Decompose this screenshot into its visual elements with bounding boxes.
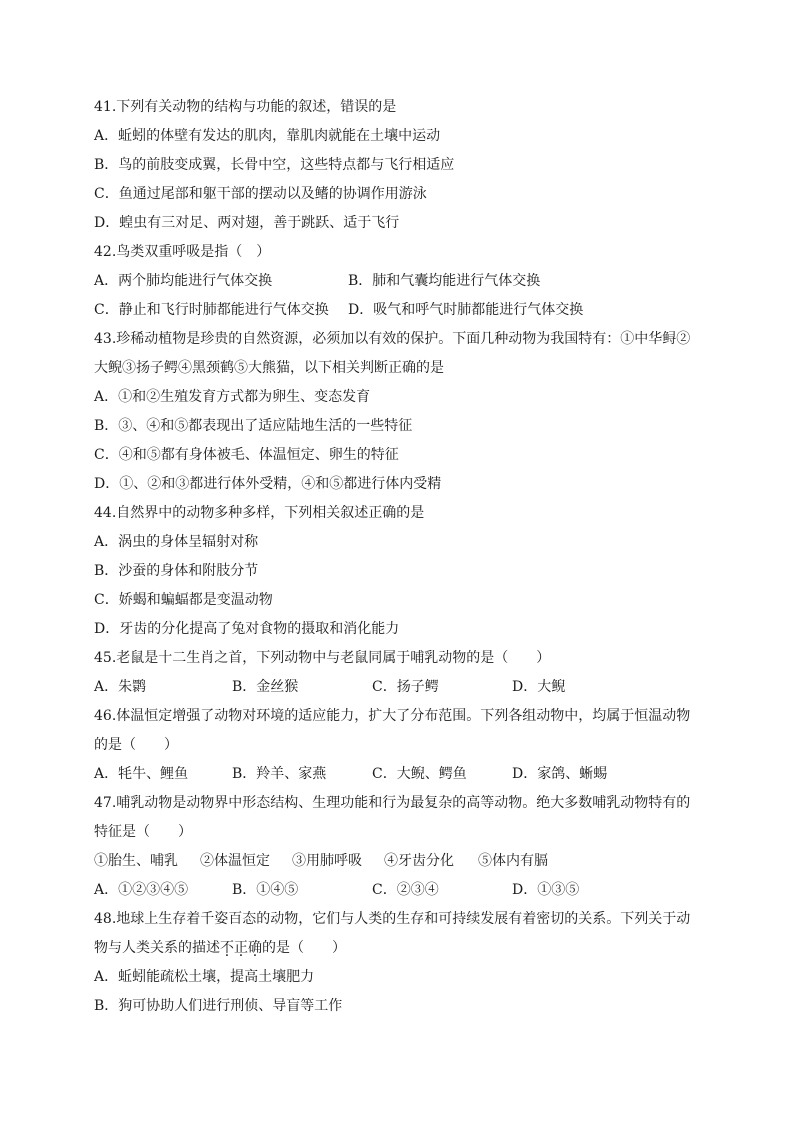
question-47-option-d: D．①③⑤: [512, 882, 580, 898]
question-41-stem: 41.下列有关动物的结构与功能的叙述，错误的是: [94, 99, 397, 115]
question-47-feature-3: ③用肺呼吸: [292, 853, 362, 869]
question-46-option-c: C．大鲵、鳄鱼: [372, 766, 467, 782]
question-44-stem: 44.自然界中的动物多种多样，下列相关叙述正确的是: [94, 505, 425, 521]
question-48-stem-prefix: 物与人类关系的描述: [94, 940, 220, 956]
question-43-stem-line-2: 大鲵③扬子鳄④黑颈鹤⑤大熊猫，以下相关判断正确的是: [94, 360, 444, 376]
emphasis-char-1: 不: [220, 940, 234, 956]
question-44-option-c: C．娇蝎和蝙蝠都是变温动物: [94, 592, 273, 608]
question-44-option-b: B．沙蚕的身体和附肢分节: [94, 563, 259, 579]
question-45-option-b: B．金丝猴: [232, 679, 299, 695]
question-41-option-a: A．蚯蚓的体壁有发达的肌肉，靠肌肉就能在土壤中运动: [94, 128, 441, 144]
question-47-stem-line-1: 47.哺乳动物是动物界中形态结构、生理功能和行为最复杂的高等动物。绝大多数哺乳动物特有的: [94, 795, 691, 811]
question-42-option-a: A．两个肺均能进行气体交换: [94, 273, 273, 289]
question-46-stem-line-1: 46.体温恒定增强了动物对环境的适应能力，扩大了分布范围。下列各组动物中，均属于恒温动物: [94, 708, 691, 724]
emphasis-char-3: 确: [248, 940, 262, 956]
question-41-option-b: B．鸟的前肢变成翼，长骨中空，这些特点都与飞行相适应: [94, 157, 455, 173]
question-46-option-a: A．牦牛、鲤鱼: [94, 766, 189, 782]
question-43-option-d: D．①、②和③都进行体外受精，④和⑤都进行体内受精: [94, 476, 442, 492]
question-46-stem-line-2: 的是（ ）: [94, 737, 178, 753]
question-45-option-d: D．大鲵: [512, 679, 566, 695]
question-48-option-a: A．蚯蚓能疏松土壤，提高土壤肥力: [94, 969, 315, 985]
question-46-option-d: D．家鸽、蜥蜴: [512, 766, 608, 782]
question-48-stem-suffix: 的是（ ）: [262, 940, 346, 956]
question-47-feature-4: ④牙齿分化: [384, 853, 454, 869]
question-42-option-b: B．肺和气囊均能进行气体交换: [348, 273, 541, 289]
question-43-option-b: B．③、④和⑤都表现出了适应陆地生活的一些特征: [94, 418, 413, 434]
question-45-option-c: C．扬子鳄: [372, 679, 439, 695]
question-47-feature-1: ①胎生、哺乳: [94, 853, 178, 869]
question-42-option-c: C．静止和飞行时肺都能进行气体交换: [94, 302, 329, 318]
question-45-stem: 45.老鼠是十二生肖之首，下列动物中与老鼠同属于哺乳动物的是（ ）: [94, 650, 551, 666]
question-47-stem-line-2: 特征是（ ）: [94, 824, 192, 840]
question-47-option-b: B．①④⑤: [232, 882, 299, 898]
question-46-option-b: B．羚羊、家燕: [232, 766, 327, 782]
question-42-option-d: D．吸气和呼气时肺都能进行气体交换: [348, 302, 584, 318]
question-47-feature-5: ⑤体内有膈: [478, 853, 548, 869]
question-41-option-d: D．蝗虫有三对足、两对翅，善于跳跃、适于飞行: [94, 215, 400, 231]
question-48-stem-line-1: 48.地球上生存着千姿百态的动物，它们与人类的生存和可持续发展有着密切的关系。下列关于动: [94, 911, 691, 927]
question-43-option-c: C．④和⑤都有身体被毛、体温恒定、卵生的特征: [94, 447, 399, 463]
question-47-option-a: A．①②③④⑤: [94, 882, 189, 898]
question-42-stem: 42.鸟类双重呼吸是指（ ）: [94, 244, 271, 260]
question-44-option-d: D．牙齿的分化提高了兔对食物的摄取和消化能力: [94, 621, 400, 637]
question-44-option-a: A．涡虫的身体呈辐射对称: [94, 534, 259, 550]
question-47-feature-2: ②体温恒定: [200, 853, 270, 869]
question-45-option-a: A．朱鹮: [94, 679, 147, 695]
question-47-option-c: C．②③④: [372, 882, 439, 898]
question-43-stem-line-1: 43.珍稀动植物是珍贵的自然资源，必须加以有效的保护。下面几种动物为我国特有：①中华鲟②: [94, 331, 691, 347]
question-41-option-c: C．鱼通过尾部和躯干部的摆动以及鳍的协调作用游泳: [94, 186, 427, 202]
question-48-stem-line-2: [94, 939, 346, 957]
emphasis-char-2: 正: [234, 940, 248, 956]
question-48-option-b: B．狗可协助人们进行刑侦、导盲等工作: [94, 998, 343, 1014]
question-43-option-a: A．①和②生殖发育方式都为卵生、变态发育: [94, 389, 371, 405]
